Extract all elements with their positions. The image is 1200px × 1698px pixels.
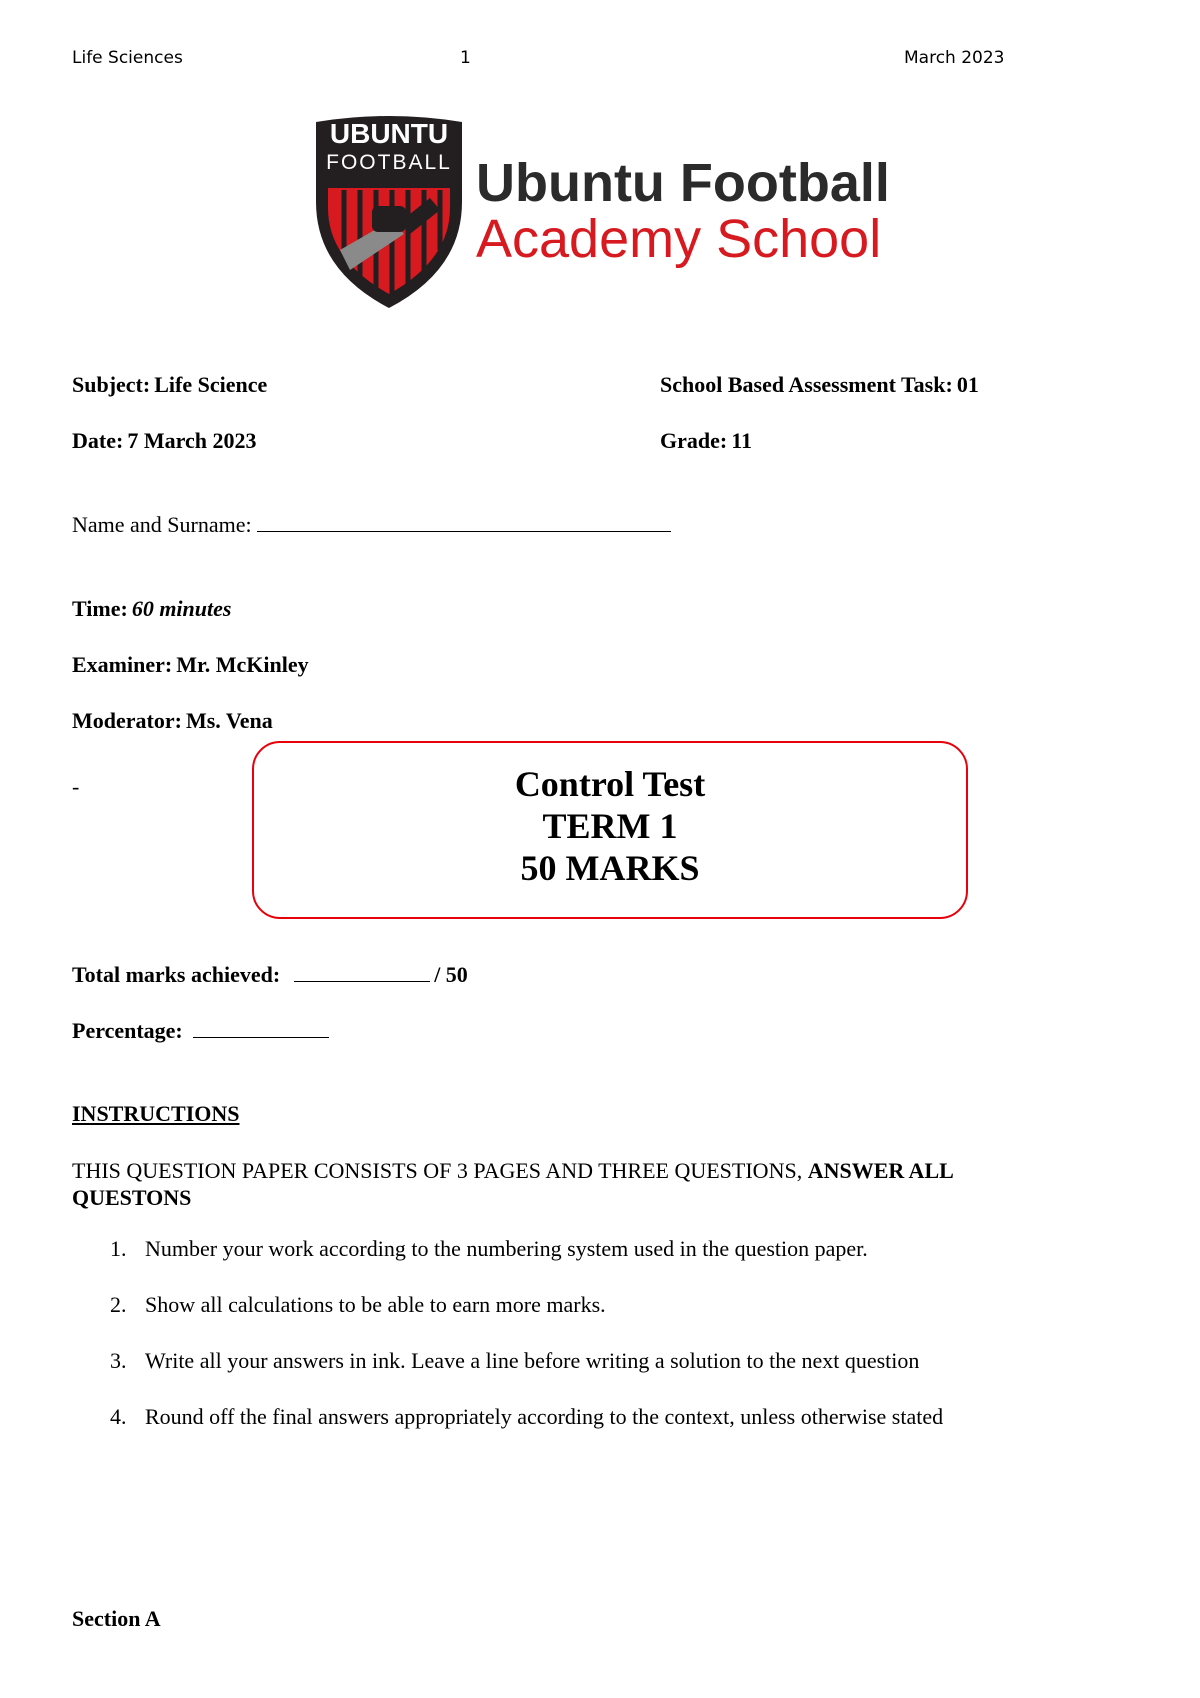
subject-value: Life Science [154,372,268,397]
list-item: 3. Write all your answers in ink. Leave a line before writing a solution to the next question [110,1348,920,1373]
time-label: Time: [72,596,128,621]
header-page-number: 1 [460,48,471,68]
instruction-text: Number your work according to the numbering system used in the question paper. [145,1236,868,1261]
percentage-label: Percentage: [72,1018,183,1043]
section-label: Section A [72,1606,161,1631]
instruction-text: Round off the final answers appropriately according to the context, unless otherwise stated [145,1404,944,1429]
subject-row [72,372,267,398]
list-item: 4. Round off the final answers appropriately according to the context, unless otherwise stated [110,1404,944,1429]
logo-line-2: Academy School [476,209,882,269]
name-label: Name and Surname: [72,512,252,537]
examiner-row [72,652,309,678]
moderator-row [72,708,273,734]
moderator-label: Moderator: [72,708,182,733]
total-marks-row [72,961,468,988]
total-marks-blank[interactable] [294,961,430,982]
date-value: 7 March 2023 [127,428,257,453]
instructions-intro-text: THIS QUESTION PAPER CONSISTS OF 3 PAGES AND THREE QUESTIONS, [72,1158,803,1183]
control-test-box [252,741,968,919]
task-value: 01 [956,372,979,397]
percentage-blank[interactable] [193,1017,329,1038]
grade-row [660,428,752,454]
grade-value: 11 [731,428,752,453]
list-item: 1. Number your work according to the numbering system used in the question paper. [110,1236,868,1261]
dash-marker: - [72,774,80,799]
header-date: March 2023 [904,48,1005,68]
crest-top-text: UBUNTU [329,118,449,149]
date-row [72,428,256,454]
examiner-label: Examiner: [72,652,173,677]
subject-label: Subject: [72,372,151,397]
control-test-marks: 50 MARKS [520,848,700,888]
school-crest-logo [306,110,472,312]
total-marks-suffix: / 50 [434,962,468,987]
instruction-text: Show all calculations to be able to earn more marks. [145,1292,606,1317]
percentage-row [72,1017,329,1044]
instructions-intro [72,1157,1072,1211]
task-label: School Based Assessment Task: [660,372,953,397]
logo-line-1: Ubuntu Football [476,153,890,213]
header-subject: Life Sciences [72,48,183,68]
date-label: Date: [72,428,124,453]
name-row [72,511,671,538]
grade-label: Grade: [660,428,728,453]
name-blank-line[interactable] [257,511,671,532]
instruction-text: Write all your answers in ink. Leave a line before writing a solution to the next question [145,1348,920,1373]
crest-bottom-text: FOOTBALL [326,151,452,174]
examiner-value: Mr. McKinley [176,652,309,677]
task-row [660,372,979,398]
control-test-title: Control Test [514,764,706,804]
instructions-intro-emphasis-2: QUESTONS [72,1185,192,1210]
time-value: 60 minutes [131,596,232,621]
list-item: 2. Show all calculations to be able to earn more marks. [110,1292,606,1317]
instructions-heading: INSTRUCTIONS [72,1101,240,1126]
total-marks-label: Total marks achieved: [72,962,281,987]
time-row [72,596,231,622]
instructions-list [72,1236,943,1460]
moderator-value: Ms. Vena [185,708,273,733]
instructions-intro-emphasis: ANSWER ALL [807,1158,954,1183]
control-test-term: TERM 1 [542,806,678,846]
